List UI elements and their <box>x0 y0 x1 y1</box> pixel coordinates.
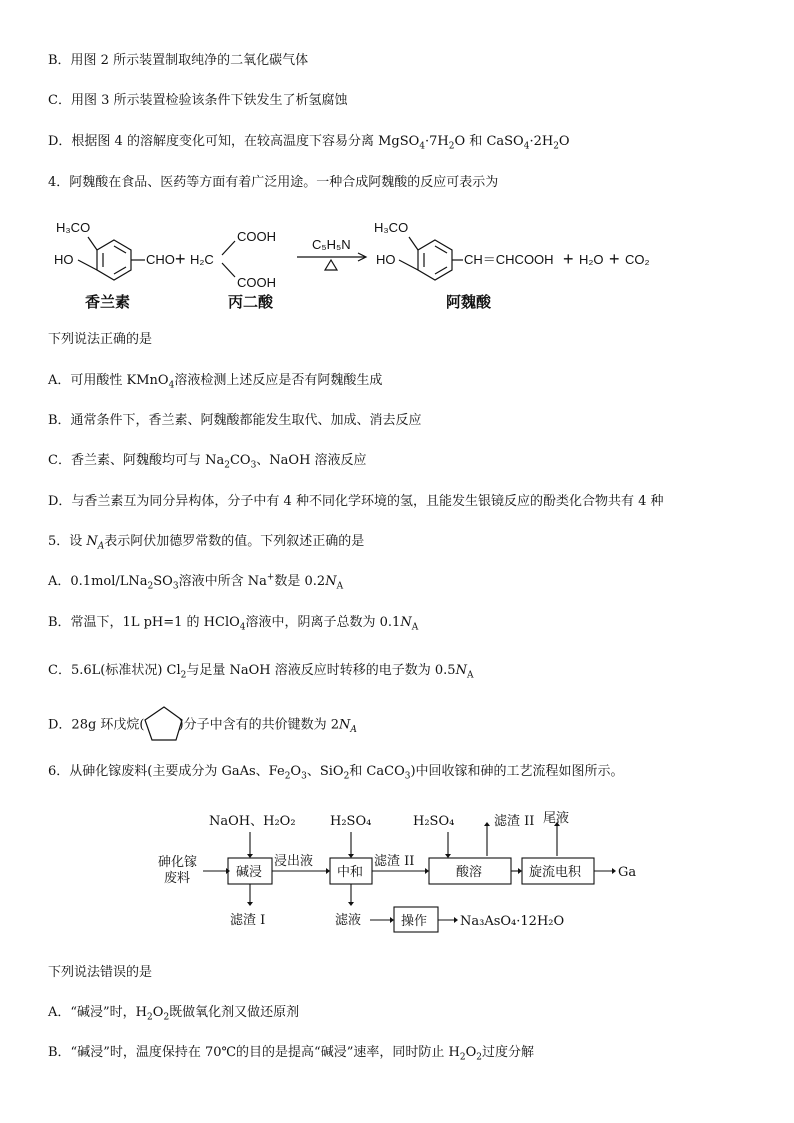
product-na3aso4: Na₃AsO₄·12H₂O <box>460 914 565 929</box>
leachate-label: 浸出液 <box>274 854 314 869</box>
text-seg: D．28g 环戊烷( <box>48 717 145 733</box>
text-seg: 过度分解 <box>481 1045 534 1060</box>
text-seg: C．香兰素、阿魏酸均可与 Na <box>48 453 225 468</box>
catalyst-label: C₅H₅N <box>312 237 351 252</box>
cyclopentane-structure <box>140 704 190 744</box>
subscript: 3 <box>404 771 411 782</box>
superscript: + <box>266 572 275 583</box>
text-seg: N <box>455 663 467 678</box>
text-seg: CO <box>229 453 251 468</box>
text-seg: N <box>338 717 351 733</box>
input-naoh-h2o2: NaOH、H₂O₂ <box>209 814 296 829</box>
q4-option-a <box>48 372 382 390</box>
q5-option-c <box>48 662 473 680</box>
text-seg: O 和 CaSO <box>454 134 524 149</box>
q6-option-a <box>48 1004 299 1022</box>
subscript: A <box>466 670 474 681</box>
subscript: 2 <box>476 1052 482 1063</box>
q4-option-b-text: B．通常条件下，香兰素、阿魏酸都能发生取代、加成、消去反应 <box>48 413 422 428</box>
q4-stem <box>48 174 498 192</box>
text-seg: SO <box>153 574 173 589</box>
h3co-label-2: H₃CO <box>374 220 409 235</box>
subscript: A <box>97 541 105 552</box>
text-seg: C．5.6L(标准状况) Cl <box>48 663 181 678</box>
subscript: 4 <box>419 141 426 152</box>
cooh-top-label: COOH <box>237 229 276 244</box>
ferulic-chain-label: CH＝CHCOOH <box>464 252 554 267</box>
text-seg: D．根据图 4 的溶解度变化可知，在较高温度下容易分离 MgSO <box>48 134 420 149</box>
reaction-arrow <box>297 253 366 270</box>
residue-1-label: 滤渣 I <box>230 913 266 928</box>
q5-option-d <box>48 716 357 735</box>
q4-question-text: 下列说法正确的是 <box>48 332 153 347</box>
q4-option-d <box>48 493 664 511</box>
subscript: 2 <box>180 670 187 681</box>
q4-option-b <box>48 412 422 430</box>
q4-option-c <box>48 452 367 470</box>
text-seg: )中回收镓和砷的工艺流程如图所示。 <box>410 764 624 779</box>
reaction-scheme <box>0 205 794 315</box>
q3-option-b-text: B．用图 2 所示装置制取纯净的二氧化碳气体 <box>48 53 309 68</box>
text-seg: O <box>558 134 570 149</box>
box-alkali-leach-label: 碱浸 <box>236 865 263 880</box>
name-ferulic-acid: 阿魏酸 <box>446 293 492 311</box>
text-seg: 、SiO <box>306 764 344 779</box>
output-residue-2: 滤渣 II <box>494 814 535 829</box>
box-operation-label: 操作 <box>401 914 428 929</box>
text-seg: 表示阿伏加德罗常数的值。下列叙述正确的是 <box>104 534 365 549</box>
q3-option-d <box>48 133 570 151</box>
text-seg: ·2H <box>529 134 554 149</box>
text-seg: 、NaOH 溶液反应 <box>256 453 367 468</box>
q4-question <box>48 331 152 349</box>
feed-label-2: 废料 <box>164 871 191 886</box>
q3-option-b <box>48 52 308 70</box>
h2o-label: H₂O <box>579 252 604 267</box>
q6-stem <box>48 763 624 781</box>
subscript: 3 <box>301 771 307 782</box>
subscript: 2 <box>553 141 559 152</box>
text-seg: 6．从砷化镓废料(主要成分为 GaAs、Fe <box>48 764 285 779</box>
subscript: 2 <box>147 581 154 592</box>
subscript: 2 <box>284 771 291 782</box>
subscript: 2 <box>224 460 230 471</box>
plus-sign-3: + <box>609 249 620 269</box>
cooh-bottom-label: COOH <box>237 275 276 290</box>
q6-question-text: 下列说法错误的是 <box>48 965 153 980</box>
name-malonic-acid: 丙二酸 <box>228 293 274 311</box>
plus-sign-2: + <box>563 249 574 269</box>
box-acid-dissolve-label: 酸溶 <box>456 865 483 880</box>
subscript: A <box>411 622 419 633</box>
text-seg: B．“碱浸”时，温度保持在 70℃的目的是提高“碱浸”速率，同时防止 H <box>48 1045 460 1060</box>
input-h2so4-1: H₂SO₄ <box>330 814 372 829</box>
h3co-label-1: H₃CO <box>56 220 91 235</box>
subscript: A <box>336 581 344 592</box>
residue-2-label: 滤渣 II <box>374 854 415 869</box>
output-tail-liquid: 尾液 <box>543 811 570 826</box>
q4-stem-text: 4．阿魏酸在食品、医药等方面有着广泛用途。一种合成阿魏酸的反应可表示为 <box>48 175 499 190</box>
input-h2so4-2: H₂SO₄ <box>413 814 455 829</box>
subscript: 4 <box>239 622 246 633</box>
q6-question <box>48 964 152 982</box>
filtrate-label: 滤液 <box>335 913 362 928</box>
subscript: 2 <box>459 1052 466 1063</box>
ho-label-1: HO <box>54 252 74 267</box>
text-seg: A．可用酸性 KMnO <box>48 373 169 388</box>
text-seg: A．0.1mol/LNa <box>48 574 148 589</box>
co2-label: CO₂ <box>625 252 650 267</box>
subscript: 3 <box>250 460 257 471</box>
subscript: 4 <box>523 141 530 152</box>
text-seg: ·7H <box>425 134 449 149</box>
subscript: 2 <box>163 1012 170 1023</box>
subscript: 4 <box>168 380 175 391</box>
q5-option-a <box>48 573 343 591</box>
q5-option-b <box>48 614 418 632</box>
text-seg: 溶液中所含 Na <box>178 574 267 589</box>
q3-option-c-text: C．用图 3 所示装置检验该条件下铁发生了析氢腐蚀 <box>48 93 348 108</box>
name-vanillin: 香兰素 <box>85 293 131 311</box>
process-flowchart <box>0 800 794 950</box>
text-seg: 溶液中，阴离子总数为 0.1 <box>245 615 401 630</box>
text-seg: N <box>400 615 412 630</box>
h2c-label: H₂C <box>190 252 214 267</box>
subscript: 2 <box>147 1012 153 1023</box>
text-seg: )分子中含有的共价键数为 2 <box>178 717 339 733</box>
subscript: A <box>350 725 357 736</box>
subscript: 2 <box>448 141 455 152</box>
vanillin-structure <box>78 237 145 280</box>
text-seg: N <box>86 534 98 549</box>
q5-stem <box>48 533 364 551</box>
malonic-acid-bonds <box>222 241 235 277</box>
feed-label-1: 砷化镓 <box>158 855 198 870</box>
text-seg: A．“碱浸”时，H <box>48 1005 148 1020</box>
text-seg: O <box>465 1045 477 1060</box>
text-seg: 既做氧化剂又做还原剂 <box>169 1005 300 1020</box>
box-neutralize-label: 中和 <box>337 865 364 880</box>
cho-label: CHO <box>146 252 175 267</box>
ho-label-2: HO <box>376 252 396 267</box>
product-ga: Ga <box>618 865 637 880</box>
q3-option-c <box>48 92 347 110</box>
text-seg: O <box>290 764 302 779</box>
text-seg: 数是 0.2 <box>274 574 326 589</box>
text-seg: N <box>325 574 337 589</box>
text-seg: 与足量 NaOH 溶液反应时转移的电子数为 0.5 <box>186 663 456 678</box>
text-seg: 和 CaCO <box>349 764 405 779</box>
text-seg: B．常温下，1L pH=1 的 HClO <box>48 615 240 630</box>
text-seg: 溶液检测上述反应是否有阿魏酸生成 <box>174 373 383 388</box>
text-seg: O <box>152 1005 164 1020</box>
text-seg: 5．设 <box>48 534 87 549</box>
q4-option-d-text: D．与香兰素互为同分异构体，分子中有 4 种不同化学环境的氢，且能发生银镜反应的酚类化合物共有 4 种 <box>48 494 664 509</box>
q6-option-b <box>48 1044 534 1062</box>
subscript: 3 <box>172 581 179 592</box>
subscript: 2 <box>343 771 350 782</box>
plus-sign-1: + <box>175 249 186 269</box>
box-electrowinning-label: 旋流电积 <box>529 865 582 880</box>
ferulic-acid-structure <box>399 237 463 280</box>
